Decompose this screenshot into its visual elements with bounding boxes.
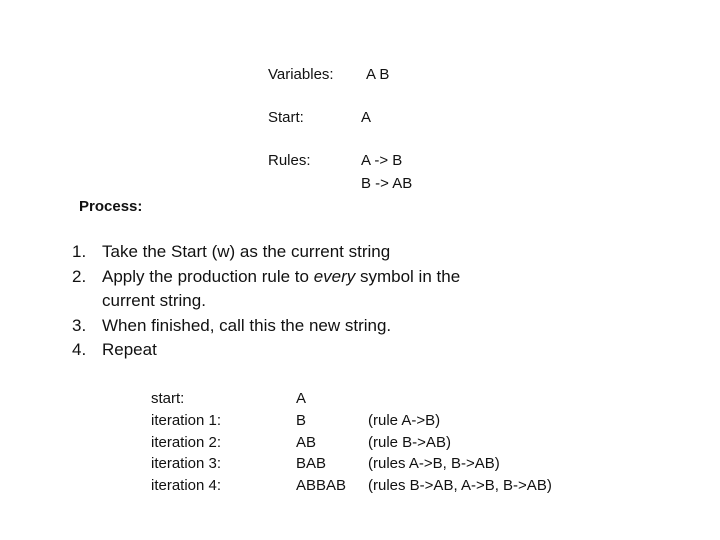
- iteration-labels-column: [151, 388, 221, 497]
- step-text-rest: symbol in the current string.: [102, 266, 461, 310]
- step-text: Take the Start (w) as the current string: [102, 242, 391, 261]
- iteration-label: iteration 1:: [151, 411, 222, 429]
- start-value: A: [361, 109, 372, 126]
- step-number: 2.: [72, 266, 87, 286]
- process-step: [72, 314, 492, 339]
- iteration-string: ABBAB: [296, 477, 347, 495]
- variables-value: A B: [366, 66, 390, 83]
- iteration-label: start:: [151, 390, 185, 407]
- iteration-note: (rule A->B): [368, 411, 441, 429]
- process-step: [72, 338, 492, 363]
- iteration-string: BAB: [296, 455, 327, 473]
- iteration-notes-column: [368, 388, 552, 497]
- iteration-strings-column: [296, 388, 346, 497]
- iteration-note: [368, 388, 552, 410]
- step-number: 1.: [72, 242, 87, 261]
- iteration-note: (rules B->AB, A->B, B->AB): [368, 477, 552, 495]
- iteration-string: AB: [296, 433, 317, 451]
- iteration-label: iteration 2:: [151, 433, 222, 451]
- process-label: Process:: [79, 198, 143, 215]
- rules-label: Rules:: [268, 152, 311, 169]
- step-emphasis: every: [313, 266, 356, 286]
- iteration-string: A: [296, 390, 307, 407]
- iteration-label: iteration 4:: [151, 477, 222, 495]
- rule-a: A -> B: [361, 152, 403, 169]
- iteration-label: iteration 3:: [151, 455, 222, 473]
- process-step: [72, 265, 492, 314]
- step-number: 3.: [72, 315, 87, 335]
- process-step: [72, 240, 492, 265]
- step-number: 4.: [72, 340, 87, 359]
- iteration-note: (rules A->B, B->AB): [368, 455, 500, 473]
- step-text: When finished, call this the new string.: [102, 315, 392, 335]
- process-steps-list: [72, 240, 492, 363]
- rule-b: B -> AB: [361, 175, 413, 192]
- variables-label: Variables:: [268, 66, 334, 83]
- step-text: Apply the production rule to: [102, 266, 314, 286]
- iteration-string: B: [296, 411, 307, 429]
- step-text: Repeat: [102, 340, 157, 359]
- start-label: Start:: [268, 109, 304, 126]
- iteration-note: (rule B->AB): [368, 433, 451, 451]
